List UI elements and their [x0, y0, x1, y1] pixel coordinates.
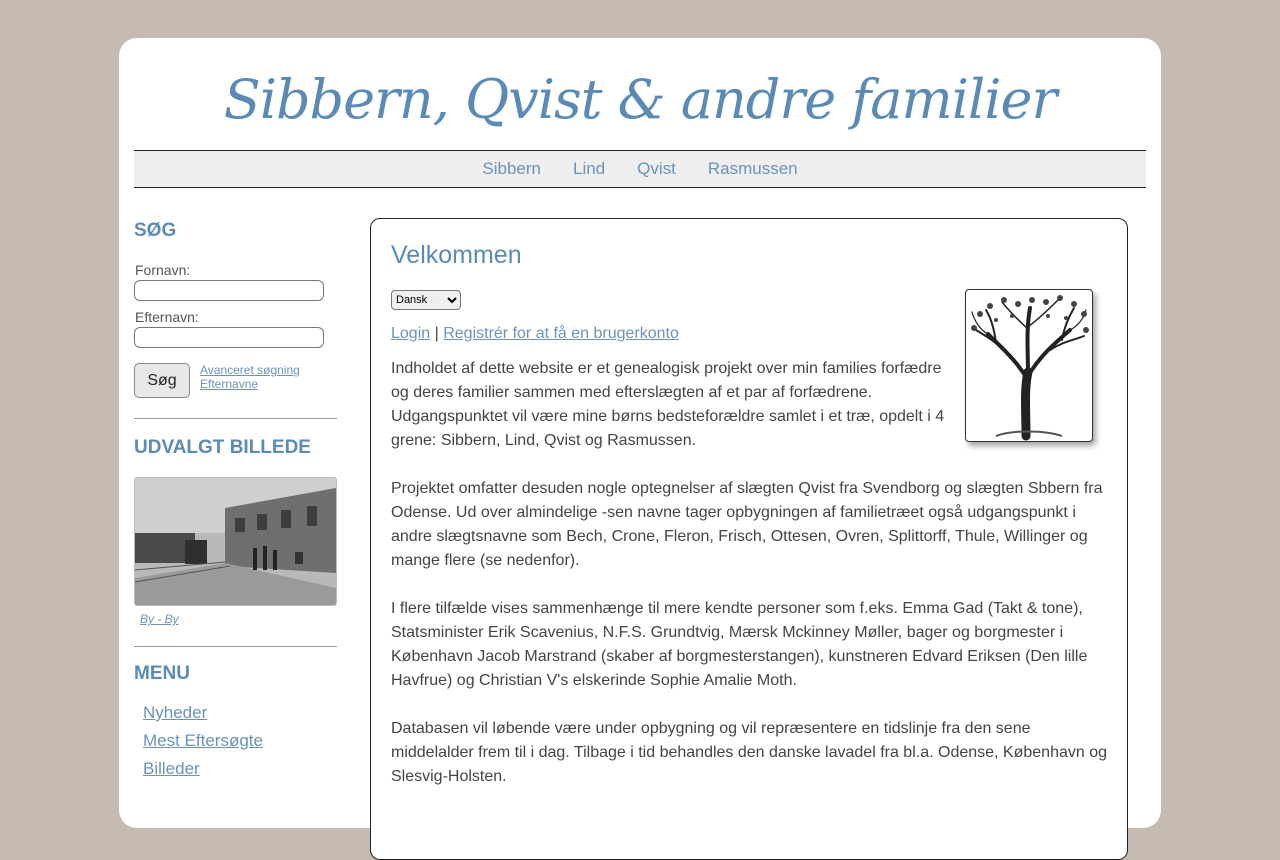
nav-rasmussen[interactable]: Rasmussen	[707, 159, 798, 178]
menu-list	[134, 703, 337, 779]
tree-icon	[966, 290, 1092, 441]
welcome-title: Velkommen	[391, 241, 522, 269]
register-link[interactable]: Registrér for at få en brugerkonto	[443, 325, 679, 342]
lastname-label: Efternavn:	[135, 309, 199, 325]
nav-sibbern[interactable]: Sibbern	[482, 159, 541, 178]
search-button[interactable]: Søg	[134, 363, 190, 398]
language-select[interactable]	[391, 290, 461, 310]
surnames-link[interactable]: Efternavne	[200, 377, 259, 391]
intro-paragraph: Indholdet af dette website er et genealogisk projekt over min families forfædre og deres familier sammen med efterslægten af et par af forfædrene. Udgangspunktet vil være mine børns bedsteforældre samlet i et træ, opdelt i 4 grene: Sibbern, Lind, Qvist og Rasmussen.	[391, 360, 945, 449]
menu-item-mest-eftersogte[interactable]: Mest Eftersøgte	[143, 731, 263, 750]
sidebar	[134, 218, 337, 787]
divider	[134, 418, 337, 419]
featured-caption[interactable]: By - By	[140, 612, 179, 626]
lastname-input[interactable]	[134, 327, 324, 348]
advanced-search-link[interactable]: Avanceret søgning	[200, 363, 300, 377]
menu-heading: MENU	[134, 663, 190, 684]
menu-item-nyheder[interactable]: Nyheder	[143, 703, 208, 722]
featured-heading: UDVALGT BILLEDE	[134, 437, 311, 458]
connections-paragraph: I flere tilfælde vises sammenhænge til mere kendte personer som f.eks. Emma Gad (Takt & tone), Statsminister Erik Scavenius, N.F.S. Grundtvig, Mærsk Mckinney Møller, bager og borgmester i København Jacob Marstrand (skaber af borgmesterstangen), kunstneren Edvard Eriksen (Den lille Havfrue) og Christian V's elskerinde Sophie Amalie Moth.	[391, 600, 1088, 689]
login-line	[391, 325, 679, 343]
divider	[134, 646, 337, 647]
top-navigation	[134, 150, 1146, 188]
login-link[interactable]: Login	[391, 325, 431, 342]
page-container	[119, 38, 1161, 828]
railway-station-photo-icon	[135, 478, 336, 605]
menu-item-billeder[interactable]: Billeder	[143, 759, 200, 778]
tree-image	[965, 289, 1093, 442]
firstname-input[interactable]	[134, 280, 324, 301]
scope-paragraph: Projektet omfatter desuden nogle optegnelser af slægten Qvist fra Svendborg og slægten Sbbern fra Odense. Ud over almindelige -sen navne tager opbygningen af familietræet også udgangspunkt i andre slægtsnavne som Bech, Crone, Fleron, Frisch, Ottesen, Ovren, Splittorff, Thule, Willinger og mange flere (se nedenfor).	[391, 480, 1103, 569]
welcome-panel	[370, 218, 1128, 860]
separator: |	[434, 325, 439, 342]
nav-qvist[interactable]: Qvist	[637, 159, 676, 178]
search-heading: SØG	[134, 220, 177, 241]
firstname-label: Fornavn:	[135, 262, 191, 278]
site-title[interactable]: Sibbern, Qvist & andre familier	[223, 68, 1057, 131]
featured-photo[interactable]	[134, 477, 337, 606]
nav-lind[interactable]: Lind	[572, 159, 606, 178]
database-paragraph: Databasen vil løbende være under opbygning og vil repræsentere en tidslinje fra den sene middelalder frem til i dag. Tilbage i tid behandles den danske lavadel fra bl.a. Odense, København og Slesvig-Holsten.	[391, 720, 1107, 785]
